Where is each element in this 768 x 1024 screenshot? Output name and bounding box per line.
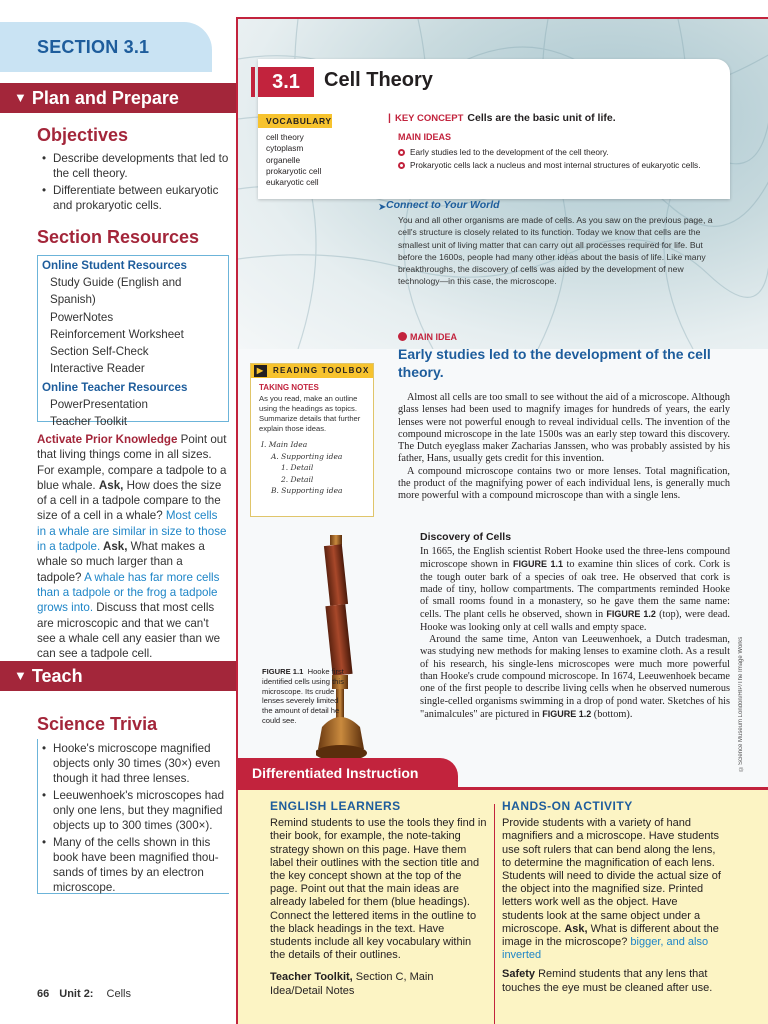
resource-item[interactable]: Study Guide (English and Spanish) <box>50 276 182 307</box>
main-idea-icon <box>398 332 407 341</box>
discovery-text: In 1665, the English scientist Robert Hooke used the three-lens compound microscope shown in FIGURE 1.1 to examine thin slices of cork. Cork is the tough outer bark of a species of oak tree. He observed that cork is made of tiny, hollow compartments. The compartments reminded Hooke of small rooms found in a monastery, so he gave them the same name: cells. The plant cells he observed, shown in FIGURE 1.2 (top), were dead. Hooke was looking only at cell walls and empty space. Around the same time, Anton van Leeuwenhoek, a Dutch tradesman, was studying new methods for making lenses to examine cloth. As a result of his research, his single-lens microscopes were much more powerful than Hooke's crude compound microscope. In 1674, Leeuwenhoek became one of the first people to describe living cells when he observed numerous single-celled organisms swimming in a drop of pond water. Sketches of his "animalcules" are pictured in FIGURE 1.2 (bottom). <box>420 546 730 720</box>
vocabulary-heading: VOCABULARY <box>258 114 332 128</box>
english-learners-column <box>270 800 488 998</box>
outline-example: I. Main Idea A. Supporting idea 1. Detail 2. Detail B. Supporting idea <box>261 440 343 495</box>
hands-on-activity-text: Provide students with a variety of hand magnifiers and a microscope. Have students use soft rulers that can bend along the lens, to determine the magnification of each lens. Students will need to divide the actual size of the object into the magnified size. Printed letters work well as the object. Have students look at the same object under a microscope. Ask, What is different about the image in the microscope? bigger, and also inverted <box>502 817 721 962</box>
science-trivia-heading: Science Trivia <box>37 714 158 734</box>
page-footer <box>37 988 131 1000</box>
connect-arrow-icon: ➤ <box>378 202 387 213</box>
reading-toolbox-heading: ▶ READING TOOLBOX <box>251 364 373 378</box>
teacher-toolkit-note: Teacher Toolkit, Section C, Main Idea/Detail Notes <box>270 971 434 997</box>
section-label: SECTION 3.1 <box>37 37 150 57</box>
objective-item: • Describe developments that led to the cell theory. <box>42 152 229 180</box>
resource-item[interactable]: PowerNotes <box>50 310 114 324</box>
student-page <box>236 17 768 1024</box>
safety-note: Safety Remind students that any lens that touches the eye must be cleaned after use. <box>502 968 713 994</box>
differentiated-instruction-panel <box>238 787 768 1024</box>
hands-on-activity-column <box>502 800 722 995</box>
trivia-item: • Hooke's microscope magnified objects only 30 times (30×) even though it had three lenses. <box>42 742 221 785</box>
taking-notes-heading: TAKING NOTES <box>259 383 319 392</box>
section-number: 3.1 <box>258 67 314 97</box>
answer-text: bigger, and also inverted <box>502 936 709 962</box>
figure-reference[interactable]: FIGURE 1.2 <box>542 708 592 719</box>
resource-item[interactable]: Interactive Reader <box>50 362 145 376</box>
resource-item[interactable]: Teacher Toolkit <box>50 415 128 429</box>
differentiated-instruction-tab: Differentiated Instruction <box>238 758 458 788</box>
teacher-column <box>0 0 236 1024</box>
figure-caption: FIGURE 1.1 Hooke first identified cells using this microscope. Its crude lenses severely limited the amount of detail he could see. <box>262 667 344 725</box>
trivia-item: • Leeuwenhoek's microscopes had only one lens, but they magnified objects up to 300 times (300×). <box>42 789 225 832</box>
figure-reference[interactable]: FIGURE 1.1 <box>512 559 563 570</box>
main-idea-item: Early studies led to the development of the cell theory. <box>398 147 609 157</box>
page-title: Cell Theory <box>324 69 433 91</box>
online-teacher-resources-head[interactable]: Online Teacher Resources <box>42 380 188 394</box>
vocab-term: cell theory <box>266 132 304 142</box>
objective-item: • Differentiate between eukaryotic and prokaryotic cells. <box>42 184 219 212</box>
section-tab <box>0 22 212 72</box>
english-learners-heading: ENGLISH LEARNERS <box>270 799 401 813</box>
section-resources-heading: Section Resources <box>37 227 200 247</box>
vocab-term: eukaryotic cell <box>266 177 319 188</box>
vocabulary-box <box>258 114 332 198</box>
teach-bar-label: Teach <box>31 666 83 686</box>
objectives-heading: Objectives <box>37 125 129 145</box>
activate-label: Activate Prior Knowledge <box>37 433 178 446</box>
resource-item[interactable]: PowerPresentation <box>50 397 148 411</box>
reading-toolbox <box>250 363 374 517</box>
figure-reference[interactable]: FIGURE 1.2 <box>606 609 656 620</box>
taking-notes-text: As you read, make an outline using the headings as topics. Summarize details that further explain those ideas. <box>259 394 361 433</box>
plan-bar-label: Plan and Prepare <box>31 88 179 108</box>
connect-text: You and all other organisms are made of cells. As you saw on the previous page, a cell's structure is closely related to its function. Today we know that cells are the smallest unit of living matter that can carry out all processes required for life. But before the 1600s, people had many other ideas about the basis of life. Like many breakthroughs, the discovery of cells was aided by the development of new technology—in this case, the microscope. <box>398 215 713 287</box>
connect-heading: Connect to Your World <box>386 199 500 211</box>
circle-bullet-icon <box>398 162 405 169</box>
vocab-term: prokaryotic cell <box>266 165 322 176</box>
triangle-down-icon: ▼ <box>14 90 27 105</box>
activate-prior-knowledge: Activate Prior Knowledge Point out that living things come in all sizes. For example, compare a tadpole to a blue whale. Ask, How does the size of a cell in a tadpole compare to the size of a cell in a whale? Most cells in a whale are similar in size to those in a tadpole. Ask, What makes a whale so much larger than a tadpole? A whale has far more cells than a tadpole or the frog a tadpole grows into. Discuss that most cells are microscopic and that we can't see a whale cell any easier than we can see a tadpole cell. <box>37 433 227 661</box>
key-concept: | KEY CONCEPT Cells are the basic unit of life. <box>388 112 616 124</box>
answer-text: Most cells in a whale are similar in size to those in a tadpole. <box>37 509 227 554</box>
answer-text: A whale has far more cells than a tadpole or the frog a tadpole grows into. <box>37 570 220 615</box>
resources-box <box>37 255 229 429</box>
vocab-term: cytoplasm <box>266 143 304 154</box>
hands-on-activity-heading: HANDS-ON ACTIVITY <box>502 799 633 813</box>
book-icon: ▶ <box>254 365 267 377</box>
online-student-resources-head[interactable]: Online Student Resources <box>42 259 187 272</box>
column-divider <box>494 804 495 1024</box>
figure-label: FIGURE 1.1 <box>262 667 304 676</box>
plan-and-prepare-bar <box>0 83 236 113</box>
page-number: 66 <box>37 988 50 1000</box>
circle-bullet-icon <box>398 149 405 156</box>
resource-item[interactable]: Reinforcement Worksheet <box>50 327 184 341</box>
resource-item[interactable]: Section Self-Check <box>50 345 149 359</box>
main-idea-heading: Early studies led to the development of the cell theory. <box>398 346 711 380</box>
trivia-list <box>38 741 232 897</box>
key-concept-label: KEY CONCEPT <box>394 113 464 124</box>
key-concept-text: Cells are the basic unit of life. <box>467 112 616 124</box>
main-ideas-heading: MAIN IDEAS <box>398 132 452 142</box>
teach-bar <box>0 661 236 691</box>
triangle-down-icon: ▼ <box>14 668 27 683</box>
trivia-item: • Many of the cells shown in this book have been magnified thou-sands of times by an electron microscope. <box>42 836 219 894</box>
body-text: Almost all cells are too small to see without the aid of a microscope. Although glass lenses had been used to magnify images for hundreds of years, the early lenses were not powerful enough to reveal individual cells. The invention of the compound microscope in the late 1500s was an early step toward this discovery. The Dutch eyeglass maker Zacharias Janssen, who was probably assisted by his father, Hans, usually gets credit for this invention. A compound microscope contains two or more lenses. Total magnification, the product of the magnifying power of each individual lens, is generally much more powerful with a compound microscope than with a single lens. <box>398 392 730 502</box>
discovery-subheading: Discovery of Cells <box>420 531 512 543</box>
objectives-list <box>38 151 232 215</box>
unit-label: Unit 2: <box>59 988 94 1000</box>
vocab-term: organelle <box>266 154 301 165</box>
main-idea-item: Prokaryotic cells lack a nucleus and most internal structures of eukaryotic cells. <box>398 160 701 170</box>
photo-credit: ©Science Museum London/HIP/The Image Works <box>738 636 744 771</box>
english-learners-text: Remind students to use the tools they find in their book, for example, the note-taking strategy shown on this page. Have them label their outlines with the section title and the key concept shown at the top of the page. Point out that the main ideas are already labeled for them (blue headings). Connect the lettered items in the outline to the black headings in the text. Have students include all key vocabulary within the details of their outlines. <box>270 817 487 962</box>
unit-name: Cells <box>106 988 131 1000</box>
main-idea-label: MAIN IDEA <box>398 332 457 342</box>
hooke-microscope-image <box>316 527 376 767</box>
